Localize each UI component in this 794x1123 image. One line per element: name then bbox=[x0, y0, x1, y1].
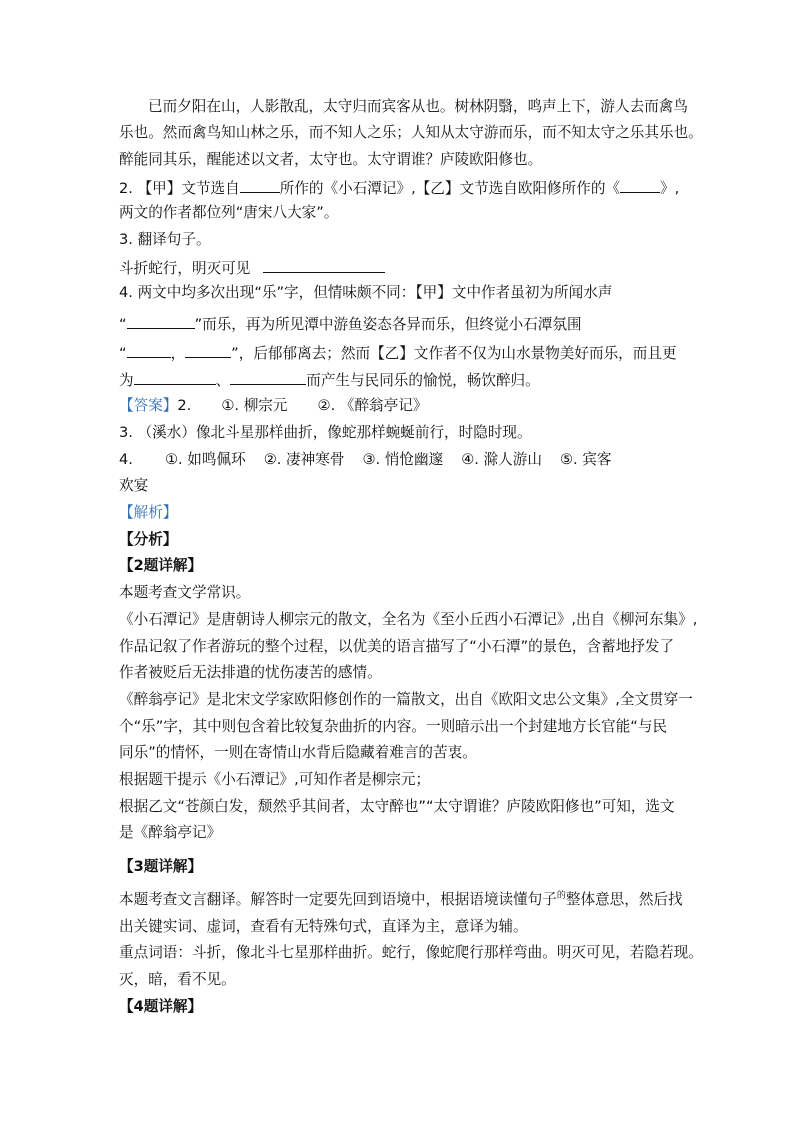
q4-l2-open-quote: “ bbox=[119, 316, 127, 333]
q4-l3-open-quote: “ bbox=[119, 345, 127, 362]
passage-line-3: 醉能同其乐，醒能述以文者，太守也。太守谓谁？庐陵欧阳修也。 bbox=[119, 151, 543, 168]
detail-2-line: 作品记叙了作者游玩的整个过程，以优美的语言描写了“小石潭”的景色，含蓄地抒发了 bbox=[119, 638, 675, 655]
detail-4-title: 【4题详解】 bbox=[119, 998, 203, 1015]
detail-3-line: 灭，暗，看不见。 bbox=[119, 971, 236, 988]
q4-l4-text: 而产生与民同乐的愉悦，畅饮醉归。 bbox=[306, 372, 540, 389]
detail-2-line: 根据乙文“苍颜白发，颓然乎其间者，太守醉也”“太守谓谁？庐陵欧阳修也”可知，选文 bbox=[119, 798, 675, 815]
q4-l4-prefix: 为 bbox=[119, 372, 134, 389]
q3-answer-blank bbox=[263, 257, 385, 273]
detail-3-line-1 bbox=[119, 890, 683, 912]
q4-blank-4 bbox=[134, 369, 216, 385]
detail-2-line: 作者被贬后无法排遣的忧伤凄苦的感情。 bbox=[119, 664, 382, 681]
question-4-line-4 bbox=[119, 369, 679, 391]
passage-line-2: 乐也。然而禽鸟知山林之乐，而不知人之乐；人知从太守游而乐，而不知太守之乐其乐也。 bbox=[119, 124, 703, 141]
detail-2-line: 《小石潭记》是唐朝诗人柳宗元的散文，全名为《至小丘西小石潭记》,出自《柳河东集》, bbox=[119, 611, 698, 628]
q4-blank-2 bbox=[127, 342, 171, 358]
q4-blank-3 bbox=[185, 342, 231, 358]
question-3-sentence bbox=[119, 257, 679, 279]
detail-3-superscript: 的 bbox=[556, 891, 566, 901]
detail-2-title: 【2题详解】 bbox=[119, 557, 203, 574]
detail-3-line: 重点词语：斗折，像北斗七星那样曲折。蛇行，像蛇爬行那样弯曲。明灭可见，若隐若现。 bbox=[119, 944, 703, 961]
q4-l2-text: ”而乐，再为所见潭中游鱼姿态各异而乐，但终觉小石潭氛围 bbox=[194, 316, 582, 333]
q4-blank-5 bbox=[230, 369, 306, 385]
answer-2-item-2: ②. 《醉翁亭记》 bbox=[317, 397, 428, 414]
q2-text-c: 》, bbox=[660, 180, 680, 197]
answer-4-item-1: ①. 如鸣佩环 bbox=[164, 451, 246, 468]
answer-tag: 【答案】 bbox=[119, 397, 178, 414]
analysis-tag: 【解析】 bbox=[119, 504, 178, 521]
question-4-line-2 bbox=[119, 313, 679, 335]
answer-4-item-4: ④. 滁人游山 bbox=[461, 451, 542, 468]
answer-4-num: 4. bbox=[119, 451, 133, 468]
answer-4-item-2: ②. 凄神寒骨 bbox=[263, 451, 345, 468]
detail-3-line: 出关键实词、虚词，查看有无特殊句式，直译为主，意译为辅。 bbox=[119, 918, 528, 935]
q2-text-a: 2. 【甲】文节选自 bbox=[119, 180, 240, 197]
answer-2-item-1: ①. 柳宗元 bbox=[221, 397, 288, 414]
answer-line-4-cont: 欢宴 bbox=[119, 477, 149, 494]
detail-2-line: 本题考查文学常识。 bbox=[119, 584, 251, 601]
q4-l3-comma: ， bbox=[170, 345, 186, 362]
question-3-title: 3. 翻译句子。 bbox=[119, 231, 211, 248]
q2-text-b: 所作的《小石潭记》,【乙】文节选自欧阳修所作的《 bbox=[279, 180, 621, 197]
question-4-line-1: 4. 两文中均多次出现“乐”字，但情味颇不同：【甲】文中作者虽初为所闻水声 bbox=[119, 284, 613, 301]
question-2-line-2: 两文的作者都位列“唐宋八大家”。 bbox=[119, 204, 339, 221]
question-2-line-1 bbox=[119, 177, 679, 199]
detail-2-line: 个“乐”字，其中则包含着比较复杂曲折的内容。一则暗示出一个封建地方长官能“与民 bbox=[119, 718, 668, 735]
q4-l3-text: ”，后郁郁离去；然而【乙】文作者不仅为山水景物美好而乐，而且更 bbox=[231, 345, 677, 362]
question-4-line-3 bbox=[119, 342, 679, 364]
answer-4-item-3: ③. 悄怆幽邃 bbox=[362, 451, 444, 468]
q4-blank-1 bbox=[127, 313, 195, 329]
detail-3-text-b: 整体意思，然后找 bbox=[565, 891, 683, 908]
passage-line-1: 已而夕阳在山，人影散乱，太守归而宾客从也。树林阴翳，鸣声上下，游人去而禽鸟 bbox=[148, 98, 688, 115]
detail-2-line: 同乐”的情怀，一则在寄情山水背后隐藏着难言的苦衷。 bbox=[119, 744, 477, 761]
detail-2-line: 是《醉翁亭记》 bbox=[119, 824, 222, 841]
analysis-fenxi: 【分析】 bbox=[119, 531, 178, 548]
detail-2-line: 《醉翁亭记》是北宋文学家欧阳修创作的一篇散文，出自《欧阳文忠公文集》,全文贯穿一 bbox=[119, 691, 693, 708]
answer-line-3: 3. （溪水）像北斗星那样曲折，像蛇那样蜿蜒前行，时隐时现。 bbox=[119, 424, 532, 441]
q2-blank-author bbox=[240, 177, 280, 193]
q4-l4-sep: 、 bbox=[215, 372, 231, 389]
detail-2-line: 根据题干提示《小石潭记》,可知作者是柳宗元； bbox=[119, 771, 431, 788]
answer-2-num: 2. bbox=[177, 397, 192, 414]
detail-3-title: 【3题详解】 bbox=[119, 858, 203, 875]
answer-4-item-5: ⑤. 宾客 bbox=[559, 451, 612, 468]
answer-line-4 bbox=[119, 450, 679, 470]
detail-3-text-a: 本题考查文言翻译。解答时一定要先回到语境中，根据语境读懂句子 bbox=[119, 891, 557, 908]
q3-sentence-text: 斗折蛇行，明灭可见 bbox=[119, 260, 251, 277]
q2-blank-title bbox=[620, 177, 660, 193]
answer-line-2 bbox=[119, 396, 679, 416]
